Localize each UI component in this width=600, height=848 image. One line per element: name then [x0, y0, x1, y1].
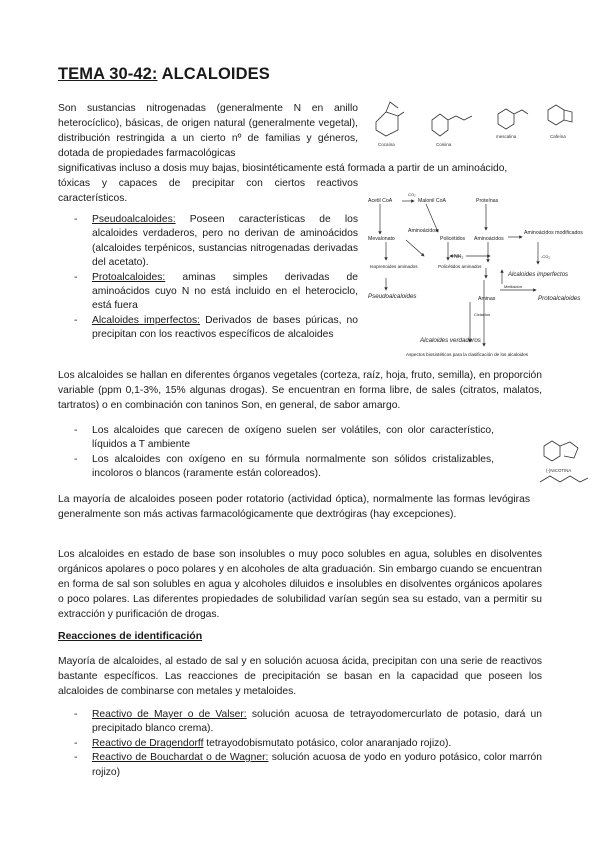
- scheme-node: Isoprenoides aminados: [370, 264, 418, 269]
- scheme-small-label: Ciclación: [474, 312, 491, 317]
- intro-paragraph-cont: significativas incluso a dosis muy bajas, biosintéticamente está formada a partir de un aminoácido,: [58, 163, 508, 174]
- section-heading: Reacciones de identificación: [58, 630, 203, 642]
- optical-activity-paragraph: La mayoría de alcaloides poseen poder rotatorio (actividad óptica), normalmente las formas levógiras generalmente son más activas farmacológicamente que dextrógiras (hay excepciones).: [58, 494, 530, 520]
- cocaine-structure: [376, 102, 404, 136]
- type-text: aminas simples derivadas de aminoácidos cuyo N no está incluido en el heterociclo, está fuera: [92, 271, 358, 312]
- list-item: - Los alcaloides con oxígeno en su fórmula normalmente son sólidos cristalizables, incoloros o blancos (raramente están coloreados).: [74, 453, 494, 482]
- type-label: Alcaloides imperfectos:: [92, 314, 201, 326]
- coniine-structure: [432, 114, 472, 136]
- alkaloid-types-list: [74, 213, 358, 343]
- pyridine-ring: [544, 441, 560, 461]
- list-item: [74, 751, 542, 780]
- scheme-small-label: Metilación: [504, 284, 523, 289]
- alkaloid-structures-figure: [368, 96, 580, 152]
- list-item: [74, 213, 358, 271]
- scheme-small-label: -CO₂: [541, 254, 550, 259]
- list-item: [74, 271, 358, 314]
- scheme-node: Aminoácidos: [408, 228, 438, 234]
- scheme-node: Malonil CoA: [418, 198, 446, 204]
- scheme-node: Pseudoalcaloides: [368, 293, 417, 300]
- scheme-caption: Aspectos biosintéticos para la clasificación de los alcaloides: [406, 352, 529, 357]
- reagents-list: [74, 708, 542, 780]
- chain-structure: [540, 476, 588, 482]
- nicotine-structure-figure: [534, 432, 594, 494]
- structure-label: Cafeína: [550, 134, 566, 139]
- scheme-node: Alcaloides imperfectos: [508, 272, 569, 278]
- title-prefix: TEMA 30-42:: [58, 65, 158, 83]
- scheme-node: Aminoácidos modificados: [524, 230, 583, 236]
- type-text: Derivados de bases púricas, no precipitan con los reactivos específicos de alcaloides: [92, 314, 358, 341]
- scheme-node: Aminoácidos: [474, 236, 504, 242]
- pyrrolidine-ring: [560, 442, 578, 458]
- intro-paragraph-end: tóxicas y capaces de precipitar con ciertos reactivos característicos.: [58, 178, 358, 204]
- list-item: [74, 314, 358, 343]
- scheme-small-label: CO₂: [408, 192, 416, 197]
- type-label: Pseudoalcaloides:: [92, 214, 176, 225]
- reagent-text: solución acuosa de tetrayodomercurlato de potasio, dará un precipitado blanco crema).: [92, 709, 542, 735]
- structure-label: Coniina: [436, 142, 452, 147]
- structure-label: mescalina: [496, 134, 517, 139]
- reagent-text: tetrayodobismutato potásico, color anaranjado rojizo).: [203, 737, 452, 749]
- mescaline-structure: [498, 109, 528, 129]
- reagent-label: Reactivo de Dragendorff: [92, 737, 204, 749]
- page-title: [58, 65, 270, 84]
- scheme-node: Alcaloides verdaderos: [420, 337, 481, 344]
- scheme-node: Policétidos: [440, 236, 466, 242]
- scheme-node: Acetil CoA: [368, 198, 393, 204]
- reactions-paragraph: Mayoría de alcaloides, al estado de sal y en solución acuosa ácida, precipitan con una serie de reactivos bastante específicos. Las reacciones de precipitación se basan en la capacidad que poseen los alcaloides de combinarse con metales y metaloides.: [58, 656, 542, 697]
- scheme-node: Aminas: [478, 296, 496, 302]
- distribution-paragraph: Los alcaloides se hallan en diferentes órganos vegetales (corteza, raíz, hoja, fruto, semilla), en proporción variable (ppm 0,1-3%, 15% algunas drogas). Se encuentran en forma libre, de sales (citratos, malatos, tartratos) o en combinación con taninos Son, en general, de sabor amargo.: [58, 370, 542, 411]
- type-text: Poseen características de los alcaloides verdaderos, pero no derivan de aminoácidos (alcaloides terpénicos, sustancias nitrogenadas derivadas del acetato).: [92, 214, 358, 269]
- reagent-text: solución acuosa de yodo en yoduro potásico, color marrón rojizo): [92, 752, 542, 778]
- scheme-node: Mevalonato: [368, 236, 395, 242]
- biosynthesis-scheme: [366, 190, 584, 360]
- list-item: [74, 737, 542, 751]
- scheme-node: Proteínas: [476, 198, 499, 204]
- reagent-label: Reactivo de Mayer o de Valser:: [92, 709, 247, 720]
- caffeine-structure: [548, 105, 572, 125]
- type-label: Protoalcaloides:: [92, 271, 166, 283]
- scheme-node: Policétidos aminados: [438, 264, 482, 269]
- title-main: ALCALOIDES: [157, 65, 270, 83]
- structure-label: Cocaína: [378, 142, 395, 147]
- solubility-paragraph: Los alcaloides en estado de base son insolubles o muy poco solubles en agua, solubles en disolventes orgánicos apolares o poco polares y en alcoholes de alta graduación. Sin embargo cuando se encuentran en forma de sal son solubles en agua y alcoholes diluidos e insolubles en disolventes orgánicos apolares o poco polares. Las diferentes propiedades de solubilidad varían según sea su estado, van a permitir su extracción y purificación de drogas.: [58, 549, 542, 620]
- scheme-node: Protoalcaloides: [538, 295, 581, 302]
- list-item: [74, 708, 542, 737]
- list-item: - Los alcaloides que carecen de oxígeno suelen ser volátiles, con olor característico, líquidos a T ambiente: [74, 424, 494, 453]
- oxygen-list: [74, 424, 526, 482]
- scheme-node: NH₂: [454, 254, 464, 260]
- intro-paragraph: Son sustancias nitrogenadas (generalmente N en anillo heterocíclico), básicas, de origen natural (generalmente vegetal), distribución restringida a un cierto nº de familias y géneros, dotada de propiedades farmacológicas: [58, 103, 358, 159]
- structure-label: (-)NICOTINA: [546, 468, 572, 473]
- reagent-label: Reactivo de Bouchardat o de Wagner:: [92, 752, 269, 764]
